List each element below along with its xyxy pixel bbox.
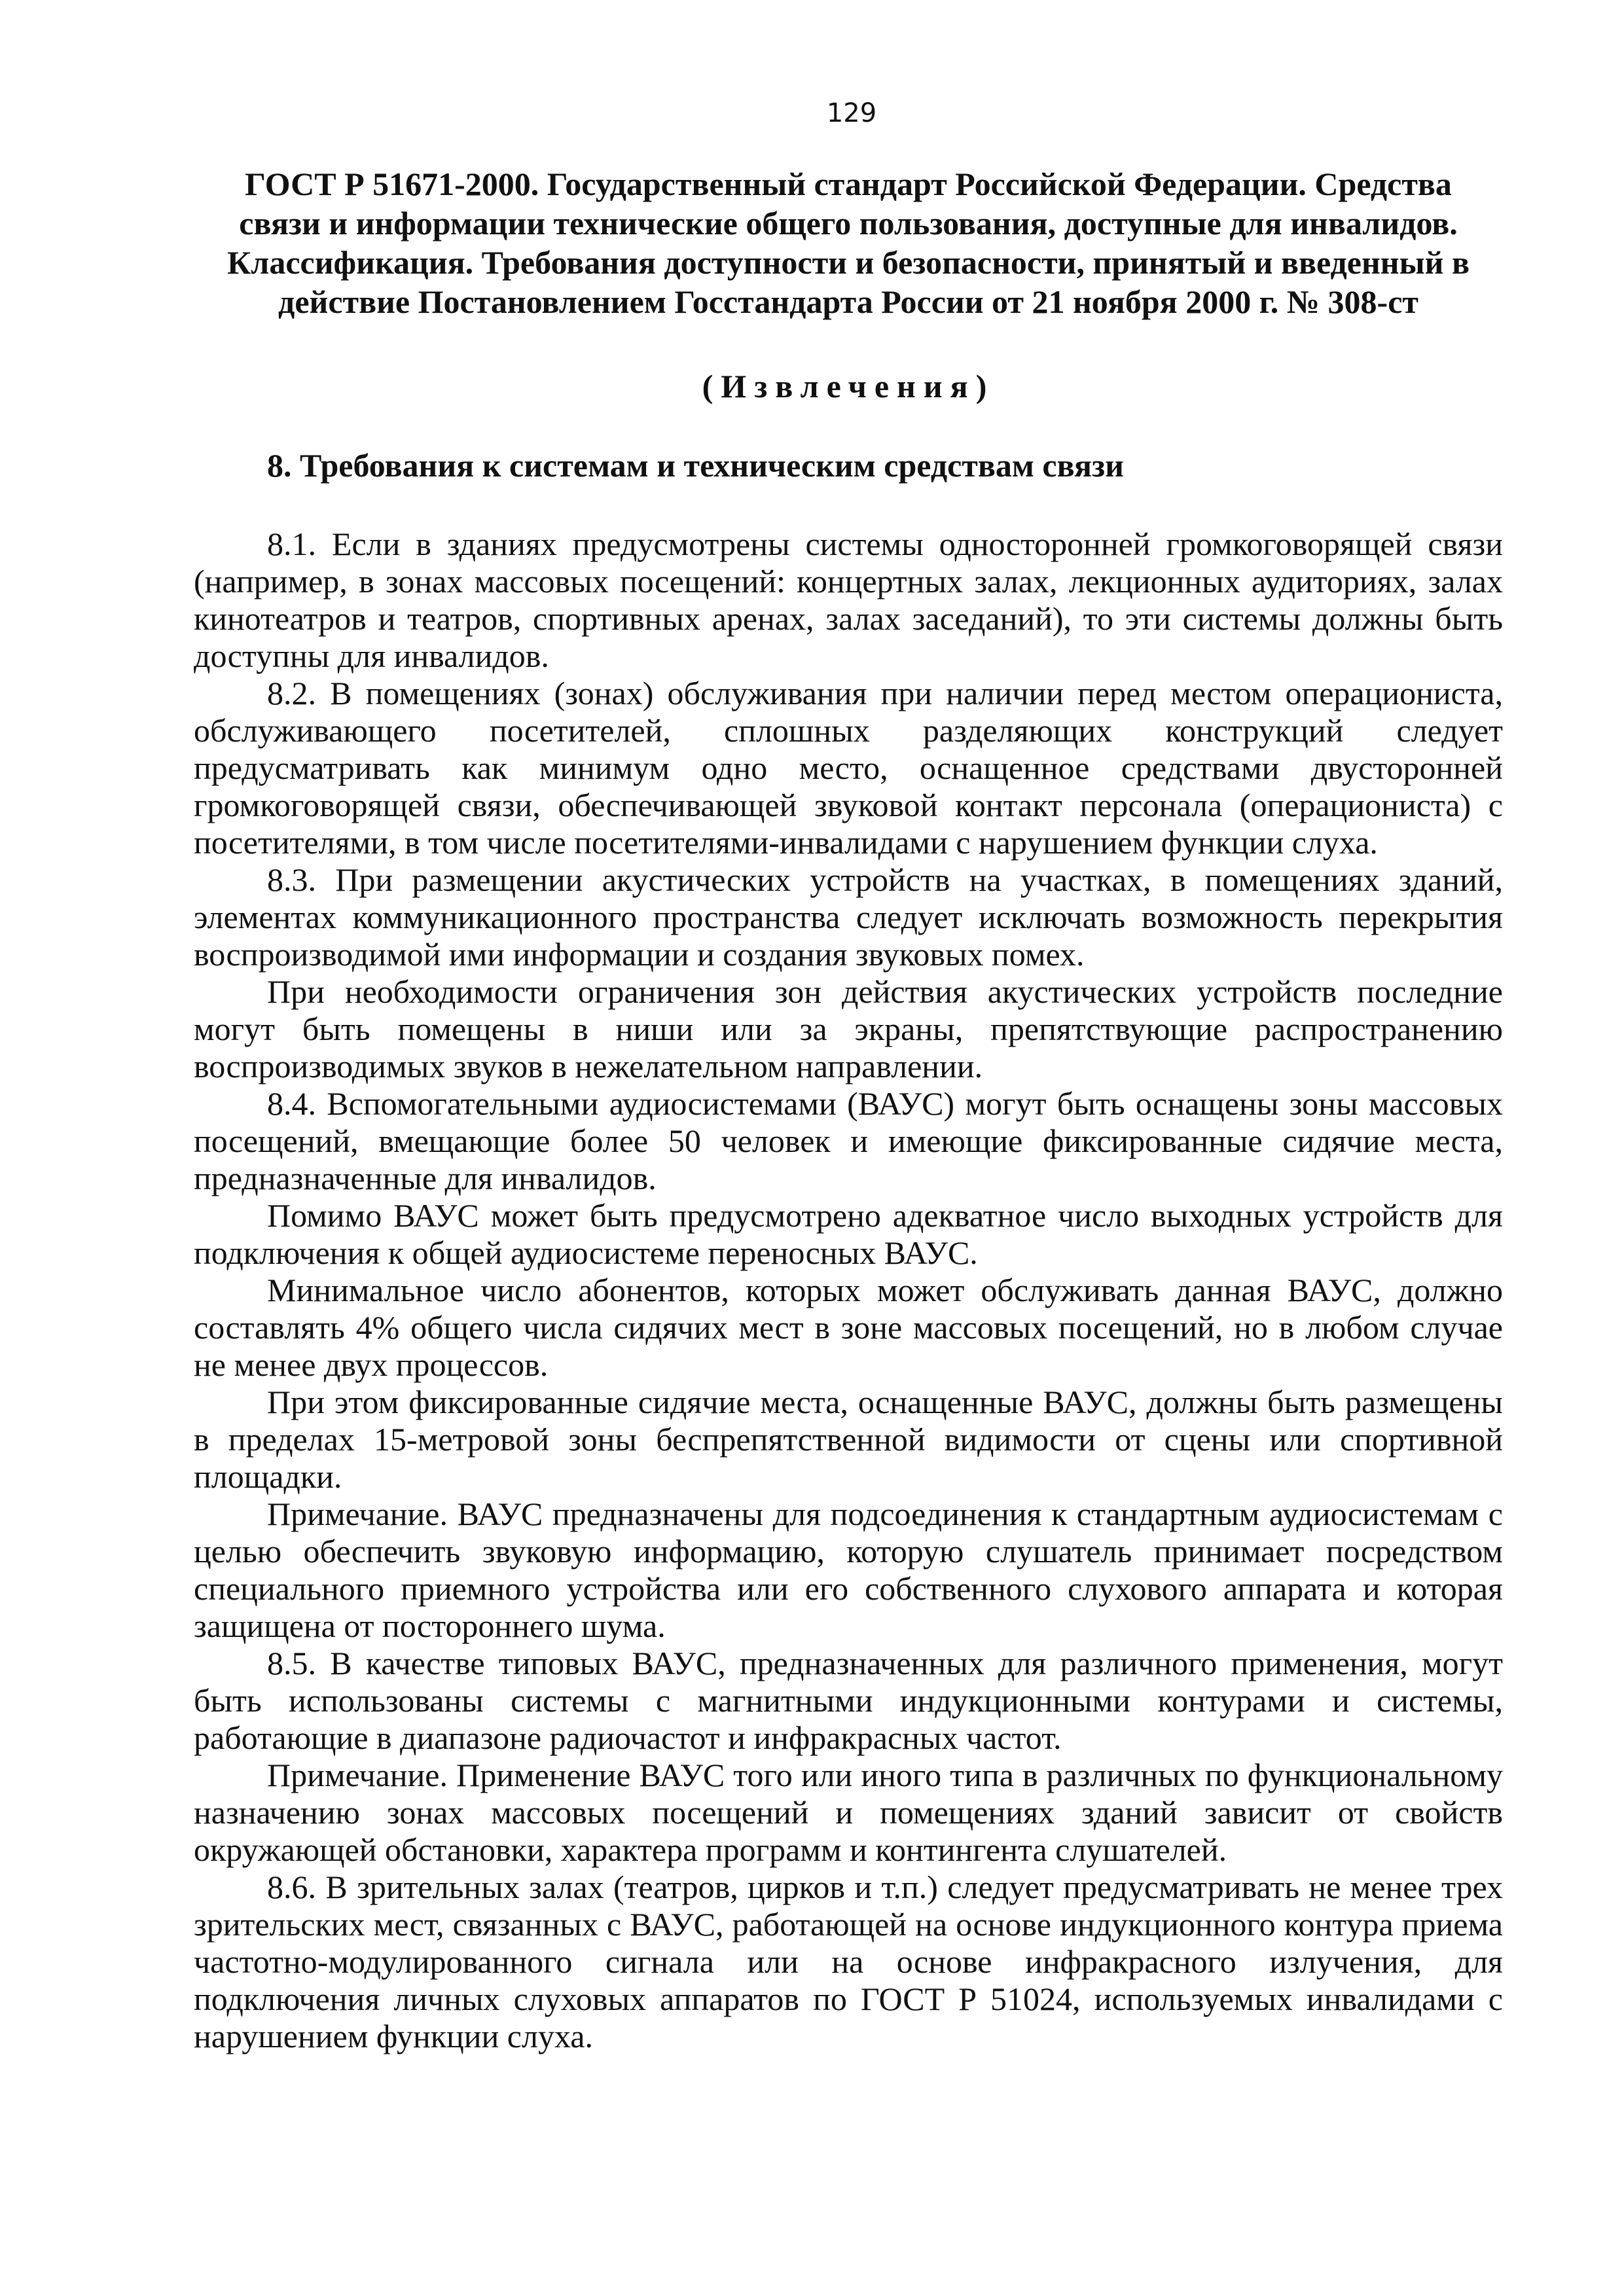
document-body	[194, 526, 1503, 2055]
paragraph-8-4-output-devices: Помимо ВАУС может быть предусмотрено адекватное число выходных устройств для подключения к общей аудиосистеме переносных ВАУС.	[194, 1197, 1503, 1271]
paragraph-8-3-continued: При необходимости ограничения зон действия акустических устройств последние могут быть помещены в ниши или за экраны, препятствующие распространению воспроизводимых звуков в нежелательном направлении.	[194, 973, 1503, 1085]
paragraph-8-1: 8.1. Если в зданиях предусмотрены системы односторонней громкоговорящей связи (например, в зонах массовых посещений: концертных залах, лекционных аудиториях, залах кинотеатров и театров, спортивных аренах, залах заседаний), то эти системы должны быть доступны для инвалидов.	[194, 526, 1503, 674]
page-number: 129	[826, 98, 877, 128]
paragraph-8-4: 8.4. Вспомогательными аудиосистемами (ВАУС) могут быть оснащены зоны массовых посещений, вмещающие более 50 человек и имеющие фиксированные сидячие места, предназначенные для инвалидов.	[194, 1085, 1503, 1196]
extract-label: (Извлечения)	[702, 368, 995, 404]
paragraph-8-4-note: Примечание. ВАУС предназначены для подсоединения к стандартным аудиосистемам с целью обеспечить звуковую информацию, которую слушатель принимает посредством специального приемного устройства или его собственного слухового аппарата и которая защищена от постороннего шума.	[194, 1496, 1503, 1644]
paragraph-8-5-note: Примечание. Применение ВАУС того или иного типа в различных по функциональному назначению зонах массовых посещений и помещениях зданий зависит от свойств окружающей обстановки, характера программ и контингента слушателей.	[194, 1757, 1503, 1868]
paragraph-8-3: 8.3. При размещении акустических устройств на участках, в помещениях зданий, элементах коммуникационного пространства следует исключать возможность перекрытия воспроизводимой ими информации и создания звуковых помех.	[194, 861, 1503, 973]
paragraph-8-4-subscribers: Минимальное число абонентов, которых может обслуживать данная ВАУС, должно составлять 4% общего числа сидячих мест в зоне массовых посещений, но в любом случае не менее двух процессов.	[194, 1272, 1503, 1383]
document-title: ГОСТ Р 51671-2000. Государственный стандарт Российской Федерации. Средства связи и информации технические общего пользования, доступные для инвалидов. Классификация. Требования доступности и безопасности, принятый и введенный в действие Постановлением Госстандарта России от 21 ноября 2000 г. № 308-ст	[227, 166, 1470, 320]
paragraph-8-5: 8.5. В качестве типовых ВАУС, предназначенных для различного применения, могут быть использованы системы с магнитными индукционными контурами и системы, работающие в диапазоне радиочастот и инфракрасных частот.	[194, 1645, 1503, 1756]
paragraph-8-4-seating: При этом фиксированные сидячие места, оснащенные ВАУС, должны быть размещены в пределах 15-метровой зоны беспрепятственной видимости от сцены или спортивной площадки.	[194, 1384, 1503, 1495]
section-heading: 8. Требования к системам и техническим средствам связи	[267, 447, 1124, 484]
paragraph-8-2: 8.2. В помещениях (зонах) обслуживания при наличии перед местом операциониста, обслуживающего посетителей, сплошных разделяющих конструкций следует предусматривать как минимум одно место, оснащенное средствами двусторонней громкоговорящей связи, обеспечивающей звуковой контакт персонала (операциониста) с посетителями, в том числе посетителями-инвалидами с нарушением функции слуха.	[194, 675, 1503, 861]
paragraph-8-6: 8.6. В зрительных залах (театров, цирков и т.п.) следует предусматривать не менее трех зрительских мест, связанных с ВАУС, работающей на основе индукционного контура приема частотно-модулированного сигнала или на основе инфракрасного излучения, для подключения личных слуховых аппаратов по ГОСТ Р 51024, используемых инвалидами с нарушением функции слуха.	[194, 1869, 1503, 2054]
document-page	[194, 98, 1503, 2055]
